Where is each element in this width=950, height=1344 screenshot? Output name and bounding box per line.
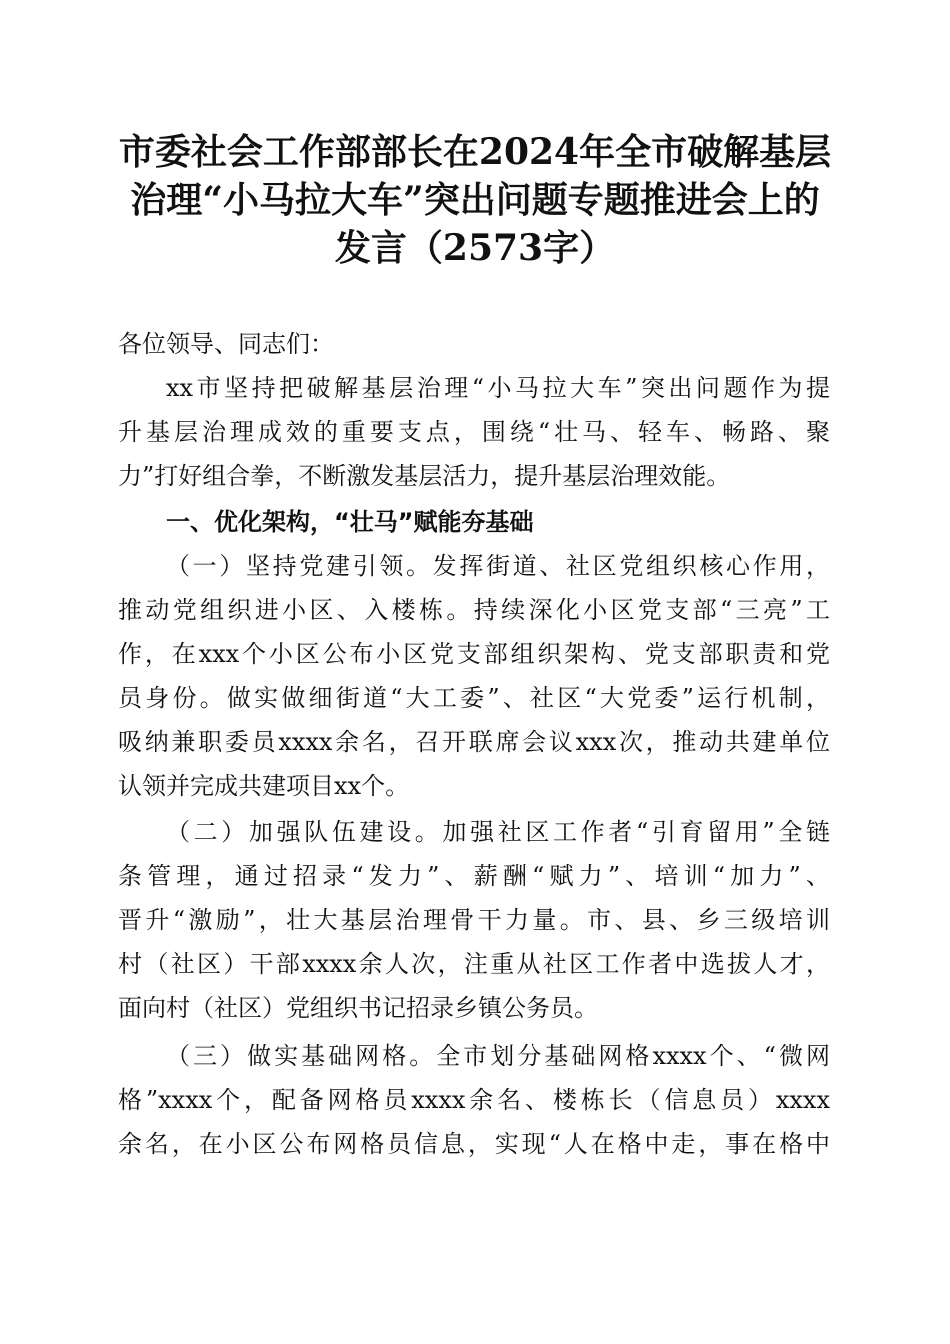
paragraph-line: 推动党组织进小区、入楼栋。持续深化小区党支部“三亮”工 xyxy=(118,596,830,624)
paragraph-line: 村（社区）干部xxxx余人次，注重从社区工作者中选拔人才， xyxy=(118,950,830,978)
paragraph-line: 吸纳兼职委员xxxx余名，召开联席会议xxx次，推动共建单位 xyxy=(118,728,830,756)
section-heading: 一、优化架构，“壮马”赋能夯基础 xyxy=(166,508,534,536)
paragraph-line: 格”xxxx个，配备网格员xxxx余名、楼栋长（信息员）xxxx xyxy=(118,1086,830,1114)
paragraph-line: （一）坚持党建引领。发挥街道、社区党组织核心作用， xyxy=(166,552,830,580)
title-line: 治理“小马拉大车”突出问题专题推进会上的 xyxy=(130,179,820,221)
paragraph-line: 条管理，通过招录“发力”、薪酬“赋力”、培训“加力”、 xyxy=(118,862,830,890)
paragraph-line: 认领并完成共建项目xx个。 xyxy=(118,772,410,800)
document-title xyxy=(80,128,870,272)
paragraph-party-building xyxy=(118,544,830,808)
paragraph-line: 作，在xxx个小区公布小区党支部组织架构、党支部职责和党 xyxy=(118,640,830,668)
title-line: 发言（2573字） xyxy=(334,227,616,269)
paragraph-line: 员身份。做实做细街道“大工委”、社区“大党委”运行机制， xyxy=(118,684,830,712)
intro-line: xx市坚持把破解基层治理“小马拉大车”突出问题作为提 xyxy=(166,374,830,402)
title-line: 市委社会工作部部长在2024年全市破解基层 xyxy=(118,131,832,173)
intro-paragraph xyxy=(118,366,830,498)
paragraph-line: 面向村（社区）党组织书记招录乡镇公务员。 xyxy=(118,994,598,1022)
greeting: 各位领导、同志们： xyxy=(118,330,334,358)
paragraph-line: （三）做实基础网格。全市划分基础网格xxxx个、“微网 xyxy=(166,1042,830,1070)
intro-line: 升基层治理成效的重要支点，围绕“壮马、轻车、畅路、聚 xyxy=(118,418,830,446)
paragraph-line: 晋升“激励”，壮大基层治理骨干力量。市、县、乡三级培训 xyxy=(118,906,830,934)
paragraph-grid xyxy=(118,1034,830,1166)
paragraph-team-building xyxy=(118,810,830,1030)
intro-line: 力”打好组合拳，不断激发基层活力，提升基层治理效能。 xyxy=(118,462,731,490)
paragraph-line: 余名，在小区公布网格员信息，实现“人在格中走，事在格中 xyxy=(118,1130,830,1158)
paragraph-line: （二）加强队伍建设。加强社区工作者“引育留用”全链 xyxy=(166,818,830,846)
